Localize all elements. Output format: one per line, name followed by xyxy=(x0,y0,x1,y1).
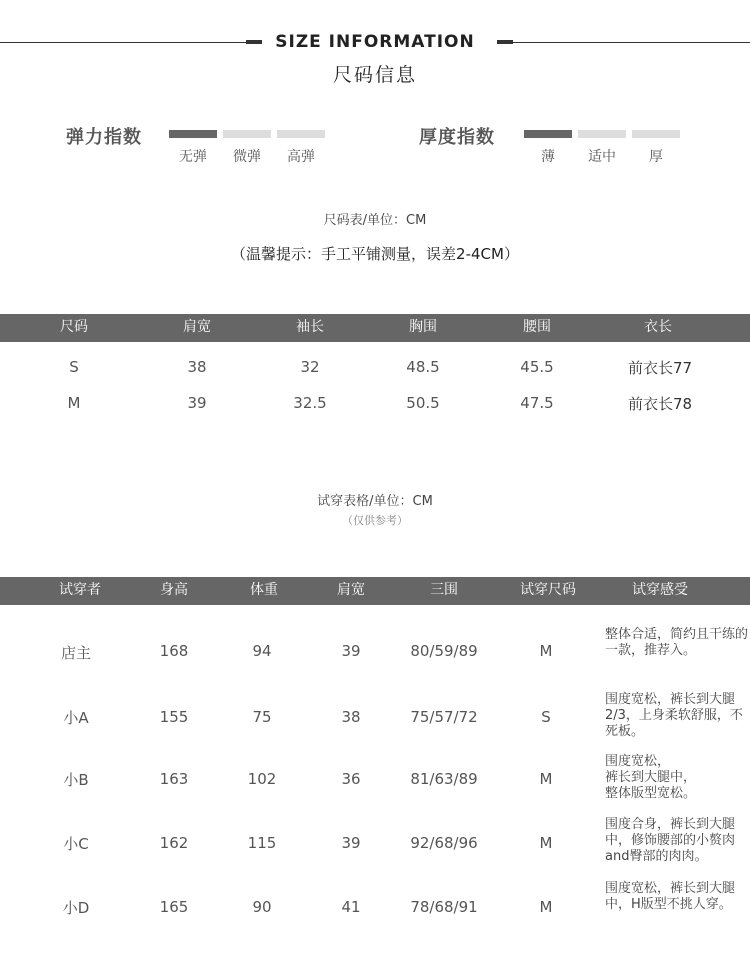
size-row-0-waist: 45.5 xyxy=(520,358,554,376)
size-th-length: 衣长 xyxy=(644,319,672,335)
thickness-level-2: 适中 xyxy=(588,149,616,165)
tryon-row-1-height: 155 xyxy=(159,708,189,726)
tryon-row-1-shoulder: 38 xyxy=(341,708,361,726)
tryon-row-2-height: 163 xyxy=(159,770,189,788)
tryon-row-2-feedback: 围度宽松， 裤长到大腿中， 整体版型宽松。 xyxy=(605,754,697,801)
tryon-row-1-tester: 小A xyxy=(63,709,89,727)
tryon-row-0-shoulder: 39 xyxy=(341,642,361,660)
elasticity-bar-1 xyxy=(169,130,217,138)
size-row-0-shoulder: 38 xyxy=(187,358,207,376)
size-table-tip: （温馨提示：手工平铺测量，误差2-4CM） xyxy=(231,245,519,263)
elasticity-level-1: 无弹 xyxy=(179,149,207,165)
tryon-row-4-weight: 90 xyxy=(252,898,272,916)
size-row-0-sleeve: 32 xyxy=(300,358,320,376)
tryon-row-2-size: M xyxy=(539,770,553,788)
size-row-0-chest: 48.5 xyxy=(406,358,440,376)
tryon-th-feedback: 试穿感受 xyxy=(632,582,688,598)
thickness-level-3: 厚 xyxy=(649,149,663,165)
size-th-waist: 腰围 xyxy=(523,319,551,335)
tryon-row-0-tester: 店主 xyxy=(60,644,91,662)
tryon-row-2-measurements: 81/63/89 xyxy=(410,770,478,788)
size-row-1-size: M xyxy=(67,394,81,412)
size-th-shoulder: 肩宽 xyxy=(183,319,211,335)
elasticity-level-2: 微弹 xyxy=(233,149,261,165)
tryon-row-3-shoulder: 39 xyxy=(341,834,361,852)
tryon-row-0-feedback: 整体合适，简约且干练的一款，推荐入。 xyxy=(605,627,749,658)
tryon-th-tried-size: 试穿尺码 xyxy=(520,582,576,598)
elasticity-label: 弹力指数 xyxy=(66,127,142,148)
tryon-row-2-tester: 小B xyxy=(63,771,89,789)
tryon-row-3-size: M xyxy=(539,834,553,852)
tryon-row-2-weight: 102 xyxy=(247,770,277,788)
tryon-row-4-size: M xyxy=(539,898,553,916)
tryon-row-4-feedback: 围度宽松，裤长到大腿中，H版型不挑人穿。 xyxy=(605,881,736,912)
tryon-row-3-measurements: 92/68/96 xyxy=(410,834,478,852)
tryon-row-3-feedback: 围度合身，裤长到大腿中，修饰腰部的小赘肉and臀部的肉肉。 xyxy=(605,817,736,864)
tryon-th-height: 身高 xyxy=(160,582,188,598)
elasticity-bar-3 xyxy=(277,130,325,138)
tryon-th-shoulder: 肩宽 xyxy=(337,582,365,598)
tryon-row-0-weight: 94 xyxy=(252,642,272,660)
tryon-table-sub-note: （仅供参考） xyxy=(342,514,408,527)
tryon-row-4-measurements: 78/68/91 xyxy=(410,898,478,916)
elasticity-level-3: 高弹 xyxy=(287,149,315,165)
thickness-label: 厚度指数 xyxy=(419,127,495,148)
tryon-row-1-weight: 75 xyxy=(252,708,272,726)
size-table-header xyxy=(0,314,750,342)
size-row-1-shoulder: 39 xyxy=(187,394,207,412)
tryon-row-4-shoulder: 41 xyxy=(341,898,361,916)
size-row-0-size: S xyxy=(69,358,79,376)
tryon-row-4-tester: 小D xyxy=(62,899,90,917)
page-title-en: SIZE INFORMATION xyxy=(275,32,475,52)
tryon-th-tester: 试穿者 xyxy=(59,582,101,598)
tryon-th-measurements: 三围 xyxy=(430,582,458,598)
tryon-row-3-tester: 小C xyxy=(63,835,89,853)
tryon-row-1-feedback: 围度宽松，裤长到大腿2/3，上身柔软舒服，不死板。 xyxy=(605,692,743,739)
size-th-size: 尺码 xyxy=(60,319,88,335)
size-th-chest: 胸围 xyxy=(409,319,437,335)
thickness-bar-2 xyxy=(578,130,626,138)
thickness-bar-1 xyxy=(524,130,572,138)
tryon-row-0-height: 168 xyxy=(159,642,189,660)
tryon-row-0-size: M xyxy=(539,642,553,660)
tryon-row-1-measurements: 75/57/72 xyxy=(410,708,478,726)
tryon-row-4-height: 165 xyxy=(159,898,189,916)
tryon-row-0-measurements: 80/59/89 xyxy=(410,642,478,660)
thickness-bar-3 xyxy=(632,130,680,138)
size-row-1-waist: 47.5 xyxy=(520,394,554,412)
size-th-sleeve: 袖长 xyxy=(296,319,324,335)
tryon-row-2-shoulder: 36 xyxy=(341,770,361,788)
size-row-0-length: 前衣长77 xyxy=(627,359,693,377)
size-table-unit-note: 尺码表/单位：CM xyxy=(323,213,427,228)
size-row-1-chest: 50.5 xyxy=(406,394,440,412)
size-row-1-sleeve: 32.5 xyxy=(293,394,327,412)
tryon-table-header xyxy=(0,577,750,605)
size-row-1-length: 前衣长78 xyxy=(627,395,693,413)
elasticity-bar-2 xyxy=(223,130,271,138)
tryon-table-unit-note: 试穿表格/单位：CM xyxy=(317,494,433,509)
tryon-th-weight: 体重 xyxy=(250,582,278,598)
page-title-cn: 尺码信息 xyxy=(332,64,417,86)
tryon-row-1-size: S xyxy=(541,708,551,726)
tryon-row-3-weight: 115 xyxy=(247,834,277,852)
tryon-row-3-height: 162 xyxy=(159,834,189,852)
thickness-level-1: 薄 xyxy=(541,149,555,165)
